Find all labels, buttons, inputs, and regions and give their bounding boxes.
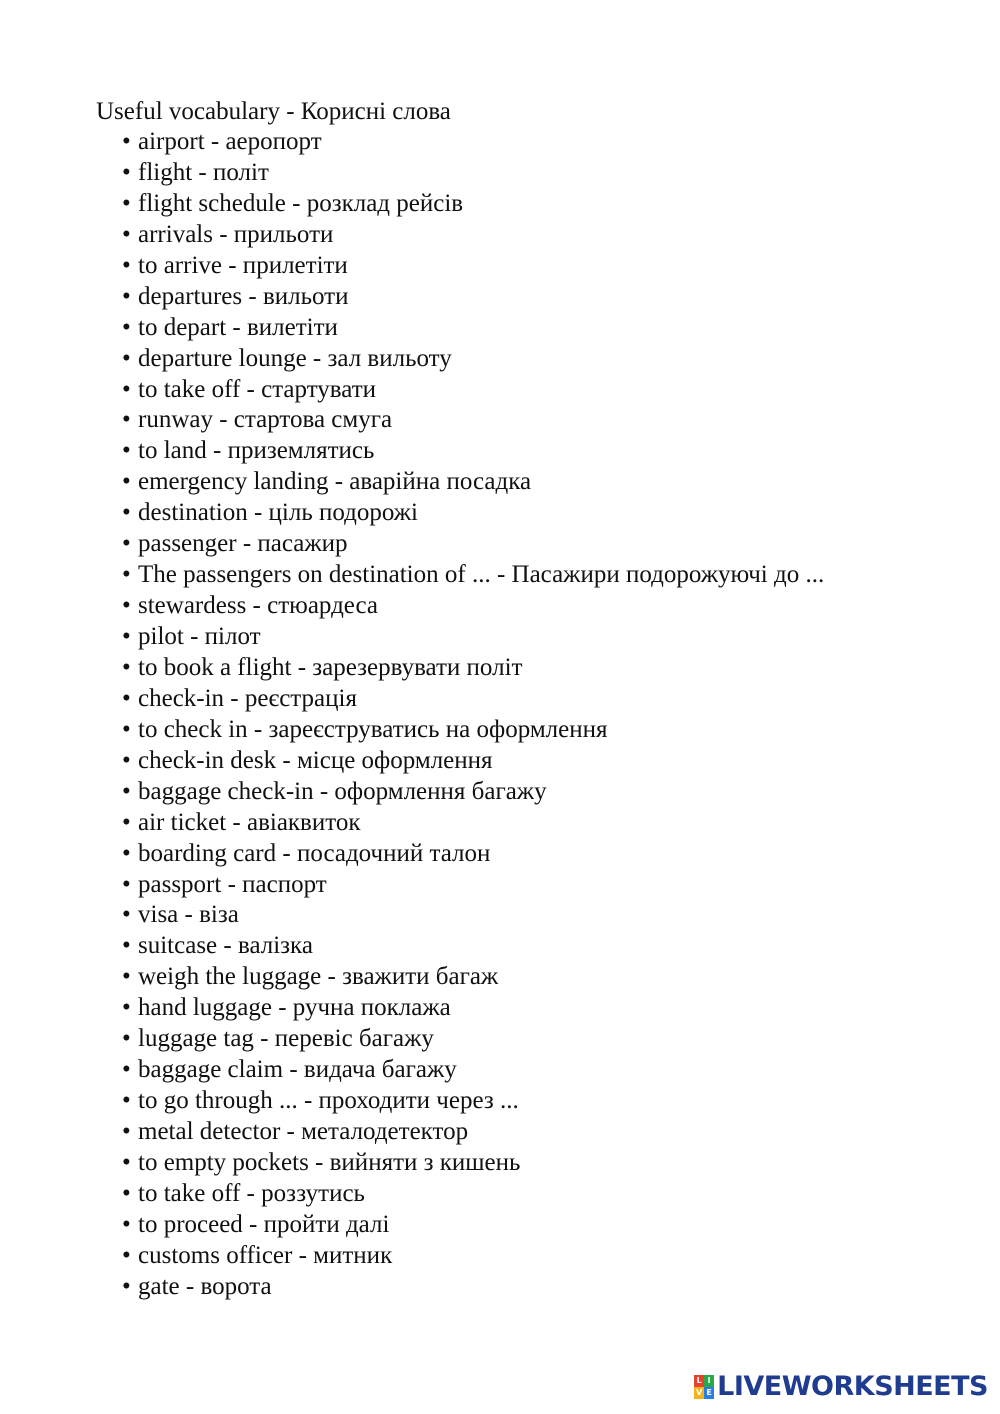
vocab-item-text: passport - паспорт	[138, 870, 327, 898]
bullet-icon: •	[122, 344, 131, 372]
bullet-icon: •	[122, 715, 131, 743]
vocab-item	[122, 1179, 824, 1210]
vocab-item	[122, 127, 824, 158]
vocab-item-text: check-in - реєстрація	[138, 684, 357, 712]
vocab-item-text: stewardess - стюардеса	[138, 592, 379, 620]
vocab-item	[122, 1024, 824, 1055]
vocab-item	[122, 931, 824, 962]
logo-text: LIVEWORKSHEETS	[717, 1371, 988, 1402]
logo-mark-tile: I	[704, 1375, 714, 1387]
bullet-icon: •	[122, 189, 131, 217]
bullet-icon: •	[122, 561, 131, 589]
vocab-item-text: baggage claim - видача багажу	[138, 1056, 457, 1084]
vocab-item	[122, 1241, 824, 1272]
vocab-item	[122, 436, 824, 467]
document-title: Useful vocabulary - Корисні слова	[96, 98, 451, 125]
vocab-item	[122, 777, 824, 808]
vocab-item-text: emergency landing - аварійна посадка	[138, 468, 532, 496]
vocab-item-text: weigh the luggage - зважити багаж	[138, 963, 499, 991]
vocab-item	[122, 189, 824, 220]
vocab-item-text: to proceed - пройти далі	[138, 1210, 390, 1238]
vocab-item	[122, 808, 824, 839]
vocab-item	[122, 622, 824, 653]
vocab-item-text: destination - ціль подорожі	[138, 499, 418, 527]
bullet-icon: •	[122, 684, 131, 712]
bullet-icon: •	[122, 932, 131, 960]
bullet-icon: •	[122, 870, 131, 898]
bullet-icon: •	[122, 530, 131, 558]
vocab-item	[122, 1055, 824, 1086]
bullet-icon: •	[122, 1179, 131, 1207]
vocab-item	[122, 684, 824, 715]
vocab-item-text: luggage tag - перевіс багажу	[138, 1025, 434, 1053]
bullet-icon: •	[122, 251, 131, 279]
vocab-item-text: flight schedule - розклад рейсів	[138, 189, 464, 217]
logo-mark-tile: V	[696, 1388, 703, 1397]
vocab-item-text: hand luggage - ручна поклажа	[138, 994, 451, 1022]
vocab-item-text: arrivals - прильоти	[138, 220, 334, 248]
bullet-icon: •	[122, 1118, 131, 1145]
vocab-item-text: pilot - пілот	[138, 623, 261, 650]
bullet-icon: •	[122, 468, 131, 496]
bullet-icon: •	[122, 623, 131, 650]
vocab-item	[122, 746, 824, 777]
vocab-item	[122, 282, 824, 313]
bullet-icon: •	[122, 1241, 131, 1269]
vocab-item-text: passenger - пасажир	[138, 530, 348, 558]
vocab-item-text: to go through ... - проходити через ...	[138, 1087, 519, 1115]
vocab-item	[122, 498, 824, 529]
bullet-icon: •	[122, 653, 131, 681]
vocab-item-text: departures - вильоти	[138, 282, 349, 310]
vocab-item	[122, 870, 824, 901]
vocab-item	[122, 1117, 824, 1148]
vocab-item	[122, 251, 824, 282]
vocab-item	[122, 1086, 824, 1117]
vocab-item-text: suitcase - валізка	[138, 932, 313, 960]
vocab-item	[122, 313, 824, 344]
vocab-item-text: to check in - зареєструватись на оформлення	[138, 715, 608, 743]
vocab-item-text: runway - стартова смуга	[138, 406, 393, 434]
bullet-icon: •	[122, 282, 131, 310]
bullet-icon: •	[122, 777, 131, 805]
vocab-item-text: metal detector - металодетектор	[138, 1118, 469, 1145]
vocab-item-text: departure lounge - зал вильоту	[138, 344, 452, 372]
vocab-item-text: airport - аеропорт	[138, 128, 322, 155]
bullet-icon: •	[122, 220, 131, 248]
bullet-icon: •	[122, 313, 131, 341]
vocab-item-text: to empty pockets - вийняти з кишень	[138, 1148, 521, 1176]
logo-mark-tile: E	[704, 1387, 714, 1399]
bullet-icon: •	[122, 994, 131, 1022]
vocab-item-text: to take off - роззутись	[138, 1179, 365, 1207]
vocab-item	[122, 1210, 824, 1241]
bullet-icon: •	[122, 808, 131, 836]
vocab-item	[122, 375, 824, 406]
bullet-icon: •	[122, 839, 131, 867]
bullet-icon: •	[122, 128, 131, 155]
vocab-item	[122, 344, 824, 375]
logo-mark-tile: L	[694, 1375, 704, 1387]
vocab-item	[122, 220, 824, 251]
vocab-item-text: to depart - вилетіти	[138, 313, 338, 341]
bullet-icon: •	[122, 499, 131, 527]
vocab-item	[122, 900, 824, 931]
vocab-item	[122, 653, 824, 684]
vocab-item-text: air ticket - авіаквиток	[138, 808, 361, 836]
vocab-item-text: to take off - стартувати	[138, 375, 377, 403]
vocab-item	[122, 715, 824, 746]
vocab-item	[122, 1272, 824, 1303]
bullet-icon: •	[122, 158, 131, 186]
bullet-icon: •	[122, 1148, 131, 1176]
vocab-item-text: to land - приземлятись	[138, 437, 375, 465]
bullet-icon: •	[122, 1025, 131, 1053]
vocab-item	[122, 1148, 824, 1179]
vocab-item	[122, 158, 824, 189]
vocab-item	[122, 467, 824, 498]
bullet-icon: •	[122, 901, 131, 929]
bullet-icon: •	[122, 437, 131, 465]
bullet-icon: •	[122, 746, 131, 774]
logo-mark-icon	[694, 1375, 714, 1399]
vocab-item	[122, 839, 824, 870]
vocab-item-text: to book a flight - зарезервувати політ	[138, 653, 523, 681]
bullet-icon: •	[122, 1272, 131, 1300]
bullet-icon: •	[122, 1056, 131, 1084]
vocab-item-text: boarding card - посадочний талон	[138, 839, 491, 867]
vocabulary-list	[122, 127, 824, 1303]
vocab-item-text: customs officer - митник	[138, 1241, 393, 1269]
vocab-item	[122, 591, 824, 622]
liveworksheets-logo[interactable]	[694, 1372, 988, 1402]
bullet-icon: •	[122, 592, 131, 620]
bullet-icon: •	[122, 963, 131, 991]
vocab-item-text: visa - віза	[138, 901, 239, 929]
vocab-item	[122, 993, 824, 1024]
bullet-icon: •	[122, 375, 131, 403]
vocab-item	[122, 962, 824, 993]
bullet-icon: •	[122, 1087, 131, 1115]
vocab-item-text: check-in desk - місце оформлення	[138, 746, 493, 774]
vocab-item-text: gate - ворота	[138, 1272, 272, 1300]
vocab-item-text: to arrive - прилетіти	[138, 251, 348, 279]
vocab-item-text: The passengers on destination of ... - Пасажири подорожуючі до ...	[138, 561, 825, 589]
vocab-item	[122, 560, 824, 591]
bullet-icon: •	[122, 1210, 131, 1238]
vocab-item	[122, 529, 824, 560]
vocab-item	[122, 405, 824, 436]
vocab-item-text: baggage check-in - оформлення багажу	[138, 777, 547, 805]
bullet-icon: •	[122, 406, 131, 434]
vocab-item-text: flight - політ	[138, 158, 269, 186]
